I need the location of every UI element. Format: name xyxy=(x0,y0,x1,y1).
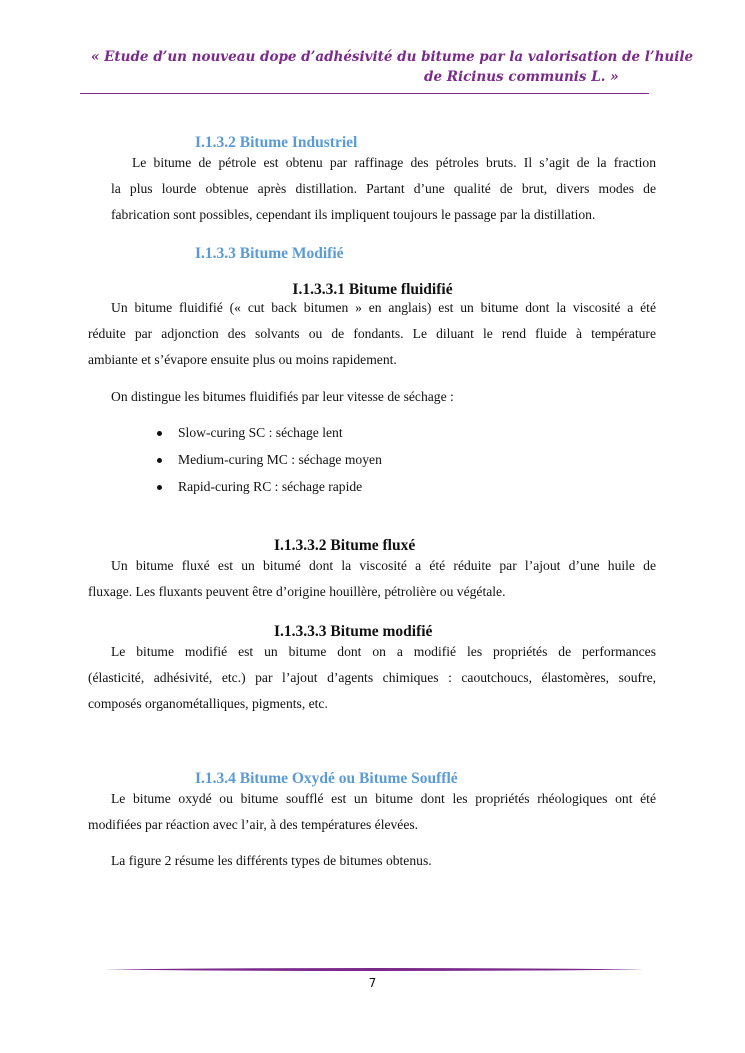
paragraph-bitume-industriel xyxy=(111,150,656,228)
subsection-title-bitume-fluxe: I.1.3.3.2 Bitume fluxé xyxy=(274,537,416,554)
paragraph-intro-sechage: On distingue les bitumes fluidifiés par leur vitesse de séchage : xyxy=(111,389,454,404)
paragraph-line: ambiante et s’évapore ensuite plus ou moins rapidement. xyxy=(88,352,397,367)
subsection-title-bitume-modifie: I.1.3.3.3 Bitume modifié xyxy=(274,623,433,640)
bullet-dot xyxy=(157,485,162,490)
section-title-bitume-modifie: I.1.3.3 Bitume Modifié xyxy=(195,245,344,262)
list-item: Slow-curing SC : séchage lent xyxy=(178,425,343,440)
header-title-line1: « Etude d’un nouveau dope d’adhésivité du bitume par la valorisation de l’huile xyxy=(91,49,694,65)
paragraph-bitume-fluxe xyxy=(88,553,656,605)
paragraph-line: modifiées par réaction avec l’air, à des températures élevées. xyxy=(88,817,419,832)
paragraph-line: Le bitume modifié est un bitume dont on a modifié les propriétés de performances xyxy=(111,644,656,659)
paragraph-line: Un bitume fluidifié (« cut back bitumen » en anglais) est un bitume dont la viscosité a été xyxy=(111,300,656,315)
subsection-title-bitume-fluidifie: I.1.3.3.1 Bitume fluidifié xyxy=(292,281,453,298)
paragraph-line: composés organométalliques, pigments, etc. xyxy=(88,696,328,711)
paragraph-line: Un bitume fluxé est un bitumé dont la viscosité a été réduite par l’ajout d’une huile de xyxy=(111,558,656,573)
paragraph-line: Le bitume de pétrole est obtenu par raffinage des pétroles bruts. Il s’agit de la fraction xyxy=(132,155,656,170)
paragraph-bitume-fluidifie xyxy=(88,295,656,373)
bullet-dot xyxy=(157,431,162,436)
list-item: Medium-curing MC : séchage moyen xyxy=(178,452,382,467)
paragraph-line: Le bitume oxydé ou bitume soufflé est un bitume dont les propriétés rhéologiques ont été xyxy=(111,791,656,806)
paragraph-bitume-oxyde xyxy=(88,786,656,838)
bullet-dot xyxy=(157,458,162,463)
paragraph-line: fluxage. Les fluxants peuvent être d’origine houillère, pétrolière ou végétale. xyxy=(88,584,506,599)
page-number: 7 xyxy=(368,976,377,990)
section-title-bitume-oxyde: I.1.3.4 Bitume Oxydé ou Bitume Soufflé xyxy=(195,770,458,787)
paragraph-line: la plus lourde obtenue après distillation. Partant d’une qualité de brut, divers modes de xyxy=(111,181,656,196)
header-divider xyxy=(80,93,649,94)
header-title-line2: de Ricinus communis L. » xyxy=(424,69,619,85)
paragraph-line: réduite par adjonction des solvants ou de fondants. Le diluant le rend fluide à température xyxy=(88,326,656,341)
list-item: Rapid-curing RC : séchage rapide xyxy=(178,479,363,494)
paragraph-line: fabrication sont possibles, cependant ils impliquent toujours le passage par la distillation. xyxy=(111,207,596,222)
footer-divider xyxy=(104,967,644,972)
paragraph-line: (élasticité, adhésivité, etc.) par l’ajout d’agents chimiques : caoutchoucs, élastomères, soufre, xyxy=(88,670,656,685)
paragraph-closing-figure-ref: La figure 2 résume les différents types de bitumes obtenus. xyxy=(111,853,432,868)
paragraph-bitume-modifie xyxy=(88,639,656,717)
section-title-bitume-industriel: I.1.3.2 Bitume Industriel xyxy=(195,134,358,151)
